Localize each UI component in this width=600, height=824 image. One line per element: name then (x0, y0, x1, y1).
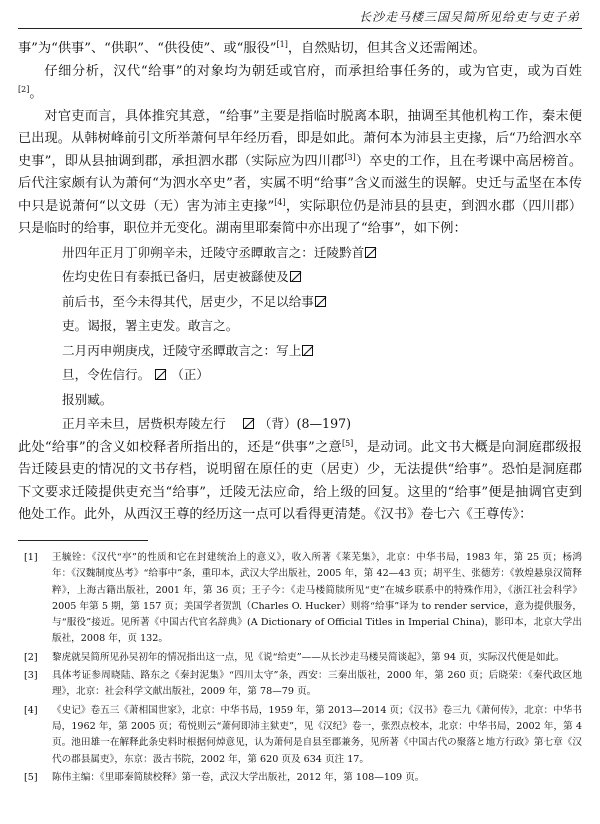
slip-line (18, 241, 582, 266)
text-run: ，是动词。此文书大概是向洞庭郡级报告迁陵县吏的情况的文书存档，说明留在原任的吏（居吏）少，无法提供“给事”。恐怕是洞庭郡下文要求迁陵提供吏充当“给事”，迁陵无法应命，给上级的回复。这里的“给事”便是抽调官吏到他处工作。此外，从西汉王尊的经历这一点可以看得更清楚。《汉书》卷七六《王尊传》： (18, 439, 582, 522)
slip-line (18, 265, 582, 290)
text-run: 此处“给事”的含义如校释者所指出的，还是“供事”之意 (18, 439, 342, 455)
lacuna-box-icon (302, 345, 313, 356)
lacuna-box-icon (315, 296, 326, 307)
text-run: ，实际职位仍是沛县的县吏，到泗水郡（四川郡）只是临时的给事，职位并无变化。湖南里耶秦简中亦出现了“给事”，如下例： (18, 198, 583, 236)
text-run: 。 (29, 86, 43, 101)
text-run: 事”为“供事”、“供职”、“供役使”、或“服役” (18, 41, 277, 56)
slip-line (18, 339, 582, 364)
footnote (18, 650, 582, 666)
slip-side-label: （背）(8—197) (258, 416, 352, 431)
footnote-text: 具体考证参周晓陆、路东之《秦封泥集》“四川太守”条，西安：三秦出版社，2000 年，第 260 页；后晓荣：《秦代政区地理》，北京：社会科学文献出版社，2009 年，第 78—79 页。 (52, 670, 582, 698)
footnote-ref[interactable]: [2] (18, 85, 30, 94)
slip-text: 报别臧。 (62, 391, 113, 407)
running-head: 长沙走马楼三国吴简所见给吏与吏子弟 (358, 10, 580, 24)
text-run: ）卒史的工作，且在考课中高居榜首。后代注家颇有认为萧何“为泗水卒史”者，实属不明“给事”含义而滋生的误解。史迁与孟坚在本传中只是说萧何“以文毋（无）害为沛主吏掾” (18, 153, 583, 214)
main-text (18, 38, 582, 527)
lacuna-box-icon (243, 418, 254, 429)
lacuna-box-icon (365, 247, 376, 258)
quoted-slip (18, 241, 582, 437)
footnote-number: [2] (24, 651, 38, 663)
slip-text: 二月丙申朔庚戌，迁陵守丞瞫敢言之：写上 (62, 342, 302, 358)
footnote-text: 黎虎就吴简所见孙吴初年的情况指出这一点，见《说“给吏”——从长沙走马楼吴简谈起》，第 94 页，实际汉代便是如此。 (52, 651, 565, 663)
lacuna-box-icon (290, 271, 301, 282)
footnote-ref[interactable]: [1] (276, 40, 288, 49)
footnote-rule (18, 540, 148, 541)
slip-line (18, 314, 582, 339)
slip-line (18, 290, 582, 315)
paragraph-1 (18, 38, 582, 61)
footnote-number: [3] (24, 670, 38, 682)
footnote (18, 550, 582, 648)
footnote (18, 668, 582, 701)
footnote-text: 《史记》卷五三《萧相国世家》，北京：中华书局，1959 年，第 2013—2014 页；《汉书》卷三九《萧何传》，北京：中华书局，1962 年，第 2005 页；荀悦则云“萧何即沛主狱吏”，见《汉纪》卷一，张烈点校本，北京：中华书局，2002 年，第 4 页。池田雄一在解释此条史料时根据何焯意见，认为萧何是自县至郡兼务，见所著《中国古代の聚落と地方行政》第七章《汉代の郡县属吏》，东京：汲古书院，2002 年，第 620 页及 634 页注 17。 (52, 704, 582, 765)
slip-side-label: （正） (171, 367, 209, 382)
slip-text: 佐均史佐日有泰抵已备归，居吏被繇使及 (62, 269, 289, 284)
footnote-ref[interactable]: [4] (274, 197, 286, 207)
header-rule (18, 28, 582, 29)
footnote (18, 770, 582, 786)
footnote-number: [1] (24, 552, 38, 563)
slip-line (18, 388, 582, 413)
paragraph-3 (18, 106, 582, 241)
lacuna-box-icon (155, 369, 166, 380)
footnote-number: [4] (24, 704, 38, 716)
slip-text: 前后书，至今未得其代，居吏少，不足以给事 (62, 293, 314, 309)
text-run: ，自然贴切，但其含义还需阐述。 (287, 41, 486, 56)
footnotes (18, 550, 582, 788)
slip-line (18, 363, 582, 388)
slip-text: 吏。谒报，署主吏发。敢言之。 (62, 318, 239, 333)
slip-text: 卅四年正月丁卯朔辛未，迁陵守丞瞫敢言之：迁陵黔首 (62, 244, 365, 260)
slip-line (18, 412, 582, 437)
paragraph-2 (18, 61, 582, 106)
footnote-ref[interactable]: [3] (344, 152, 356, 162)
footnote-number: [5] (24, 771, 38, 783)
footnote (18, 703, 582, 768)
footnote-ref[interactable]: [5] (341, 438, 354, 448)
text-run: 仔细分析，汉代“给事”的对象均为朝廷或官府，而承担给事任务的，或为官吏，或为百姓 (44, 63, 582, 79)
footnote-text: 陈伟主编：《里耶秦简牍校释》第一卷，武汉大学出版社，2012 年，第 108—109 页。 (52, 771, 425, 783)
slip-text: 正月辛未旦，居赀枳寿陵左行 (62, 416, 226, 431)
paragraph-4 (18, 437, 582, 527)
slip-text: 旦，令佐信行。 (62, 367, 151, 382)
text-run: 对官吏而言，具体推究其意，“给事”主要是指临时脱离本职，抽调至其他机构工作，秦末便已出现。从韩树峰前引文所举萧何早年经历看，即是如此。萧何本为沛县主吏掾，后“乃给泗水卒史事”，即从县抽调到郡，承担泗水郡（实际应为四川郡 (18, 108, 582, 169)
footnote-text: 王毓铨：《汉代“亭”的性质和它在封建统治上的意义》，收入所著《莱芜集》，北京：中华书局，1983 年，第 25 页；杨鸿年：《汉魏制度丛考》“给事中”条，重印本，武汉大学出版社，2005 年，第 42—43 页；胡平生、张德芳：《敦煌悬泉汉简释粹》，上海古籍出版社，2001 年，第 36 页；王子今：《走马楼简牍所见“吏”在城乡联系中的特殊作用》，《浙江社会科学》2005 年第 5 期，第 157 页；美国学者贺凯（Charles O. Hucker）则将“给事”译为 to render service，意为提供服务，与“服役”接近。见所著《中国古代官名辞典》(A Dictionary of Official Titles in Imperial China)，影印本，北京大学出版社，2008 年，页 132。 (52, 552, 582, 645)
